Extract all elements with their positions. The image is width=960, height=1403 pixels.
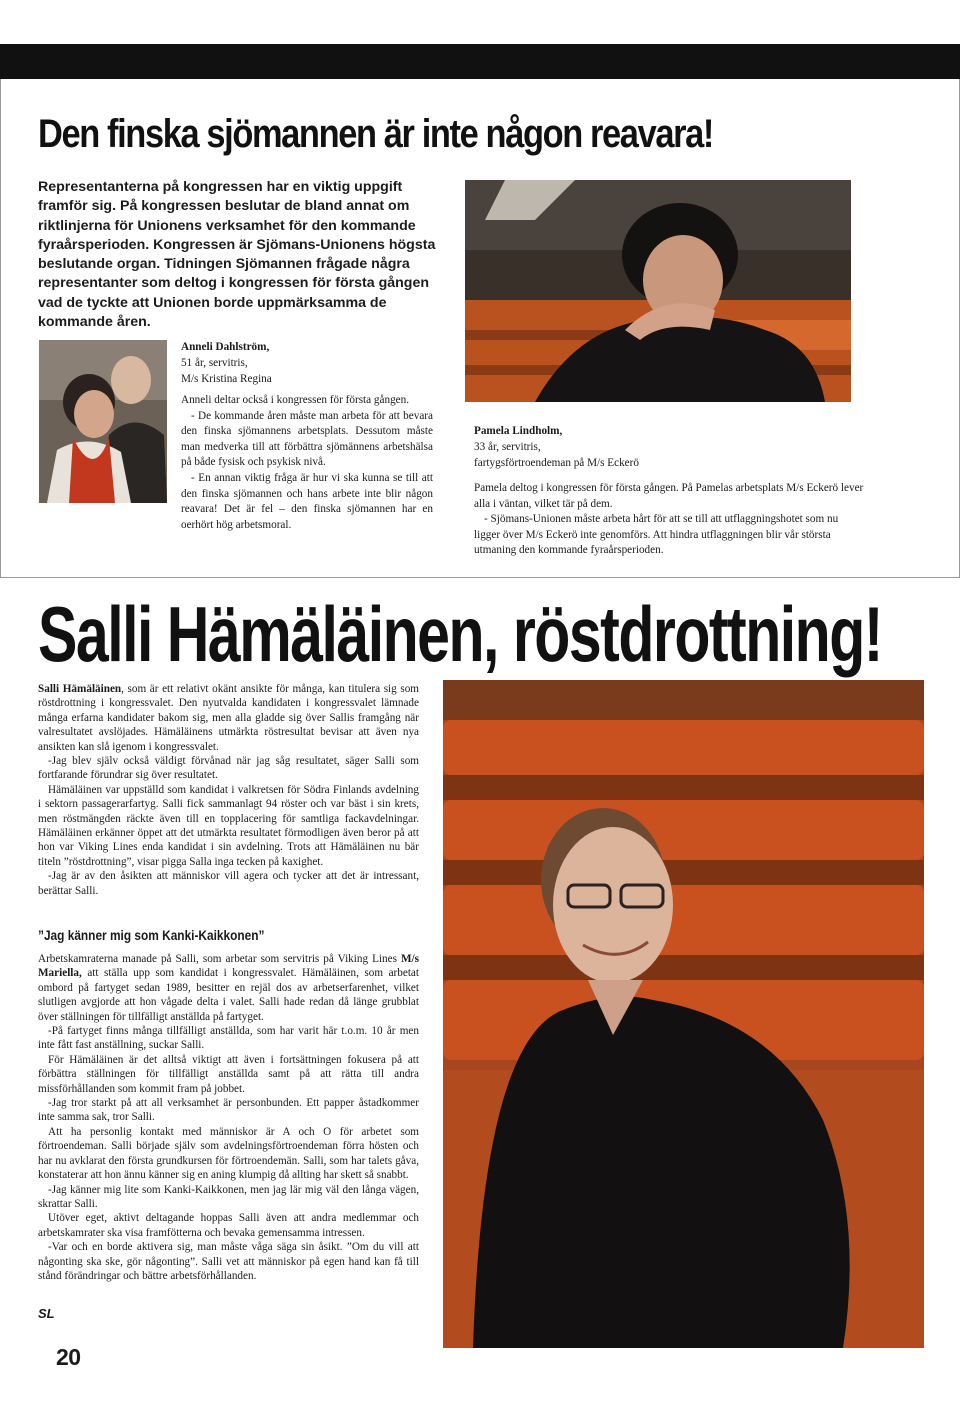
salli-paragraph: För Hämäläinen är det alltså viktigt att även i fortsättningen fokusera på att förbättra ställningen för tillfälligt anställda samt på att rätta till andra missförhållanden som kommit fram på jobbet. [38, 1053, 419, 1095]
pamela-paragraph: - Sjömans-Unionen måste arbeta hårt för att se till att utflaggningshotet som nu ligger över M/s Eckerö inte genomförs. Att hindra utflaggningen blir vår största utmaning den kommande fyraårsperioden. [474, 513, 839, 557]
salli-intro [38, 682, 419, 754]
article2-subhead: ”Jag känner mig som Kanki-Kaikkonen” [38, 928, 265, 943]
photo-pamela-lindholm [465, 180, 851, 402]
anneli-paragraph: - En annan viktig fråga är hur vi ska kunna se till att den finska sjömannen och hans arbete inte blir någon reavara! Det är fel – den finska sjömannen har en oerhört hög arbetsmoral. [181, 471, 433, 531]
pamela-body [474, 481, 864, 559]
photo-salli-hamalainen [443, 680, 924, 1348]
salli-paragraph: -Jag tror starkt på att all verksamhet är personbunden. Ett papper åstadkommer inte samma sak, tror Salli. [38, 1097, 419, 1124]
salli-p2-rest: att ställa upp som kandidat i kongressvalet. Hämäläinen, som arbetat ombord på fartyget sedan 1989, besitter en rejäl dos av arbetserfarenhet, vilket slutligen avgjorde att hon vågade delta i valet. Salli hade redan då länge grubblat över ställningen för tillfälligt anställda på fartyget. [38, 967, 419, 1023]
salli-intro-text: , som är ett relativt okänt ansikte för många, kan titulera sig som röstdrottning i kongressvalet. Den nyutvalda kandidaten i kongressvalet lämnade många erfarna kandidater bakom sig, men alla gladde sig över Sallis framgång när valresultatet avslöjades. Hämäläinens utmärkta röstresultat bevisar att även nya ansikten kan slå igenom i kongressvalet. [38, 683, 419, 753]
salli-paragraph: -Jag känner mig lite som Kanki-Kaikkonen, men jag lär mig väl den långa vägen, skrattar Salli. [38, 1183, 419, 1210]
pamela-details: 33 år, servitris, [474, 441, 541, 453]
salli-paragraph: Att ha personlig kontakt med människor är A och O för arbetet som förtroendeman. Salli började själv som avdelningsförtroendeman förra hösten och har nu avklarat den första grundkursen för förtroendemän. Salli, som har talets gåva, konstaterar att hon ännu känner sig en aning klumpig då allting har skett så snabbt. [38, 1125, 419, 1182]
salli-paragraph: -Jag är av den åsikten att människor vill agera och tycker att det är intressant, berättar Salli. [38, 870, 419, 897]
page-border-left [0, 79, 1, 577]
salli-paragraph [38, 952, 419, 1024]
section-divider [0, 577, 960, 578]
salli-paragraph: -Jag blev själv också väldigt förvånad när jag såg resultatet, säger Salli som fortfarande förundrar sig över resultatet. [38, 755, 419, 782]
caption-pamela [474, 423, 874, 471]
anneli-body [181, 393, 433, 533]
anneli-paragraph: - De kommande åren måste man arbeta för att bevara den finska sjömannens arbetsplats. Dessutom måste man medverka till att förbättra sjömännens arbetshälsa på både fysisk och psykisk nivå. [181, 409, 433, 469]
salli-paragraph: Hämäläinen var uppställd som kandidat i valkretsen för Södra Finlands avdelning i sektorn passagerarfartyg. Salli fick sammanlagt 94 röster och var bäst i sin krets, men röstmängden räckte även till en topplacering för samtliga fackavdelningar. Hämäläinen erkänner öppet att det utmärkta resultatet förmodligen även beror på att hon var Viking Lines enda kandidat i sin avdelning. Trots att Hämäläinen nu bär titeln ”röstdrottning”, visar pigga Salla inga tecken på kaxighet. [38, 783, 419, 868]
anneli-paragraph: Anneli deltar också i kongressen för första gången. [181, 394, 410, 406]
top-black-bar [0, 44, 960, 79]
ship-mariella: M/s Mariella, [38, 953, 419, 980]
pamela-name: Pamela Lindholm, [474, 425, 563, 437]
salli-p2-start: Arbetskamraterna manade på Salli, som arbetar som servitris på Viking Lines [38, 953, 401, 965]
salli-name: Salli Hämäläinen [38, 683, 122, 695]
pamela-role: fartygsförtroendeman på M/s Eckerö [474, 457, 639, 469]
salli-main-body [38, 952, 419, 1283]
photo-anneli-dahlstrom [39, 340, 167, 503]
article2-headline: Salli Hämäläinen, röstdrottning! [38, 590, 882, 678]
article1-lead: Representanterna på kongressen har en viktig uppgift framför sig. På kongressen beslutar de bland annat om riktlinjerna för Unionens verksamhet för den kommande fyraårsperioden. Kongressen är Sjömans-Unionens högsta beslutande organ. Tidningen Sjömannen frågade några representanter som deltog i kongressen för första gången vad de tyckte att Unionen borde uppmärksamma de kommande åren. [38, 179, 436, 331]
salli-paragraph: -På fartyget finns många tillfälligt anställda, som har varit här t.o.m. 10 år men inte fått fast anställning, suckar Salli. [38, 1025, 419, 1052]
article1-headline: Den finska sjömannen är inte någon reavara! [38, 112, 713, 156]
pamela-paragraph: Pamela deltog i kongressen för första gången. På Pamelas arbetsplats M/s Eckerö lever alla i väntan, vilket tär på dem. [474, 482, 864, 510]
anneli-name: Anneli Dahlström, [181, 341, 270, 353]
salli-paragraph: Utöver eget, aktivt deltagande hoppas Salli även att andra medlemmar och arbetskamrater ska visa framfötterna och bevaka gemensamma intressen. [38, 1212, 419, 1239]
salli-intro-body [38, 682, 419, 898]
page-number: 20 [56, 1344, 81, 1370]
anneli-details: 51 år, servitris, [181, 357, 248, 369]
salli-paragraph: -Var och en borde aktivera sig, man måste våga säga sin åsikt. ”Om du vill att någonting ska ske, gör någonting”. Salli vet att människor på egen hand kan få till stånd förändringar och bättre arbetsförhållanden. [38, 1241, 419, 1282]
anneli-ship: M/s Kristina Regina [181, 373, 272, 385]
caption-anneli [181, 339, 441, 387]
author-signature: SL [38, 1306, 55, 1321]
